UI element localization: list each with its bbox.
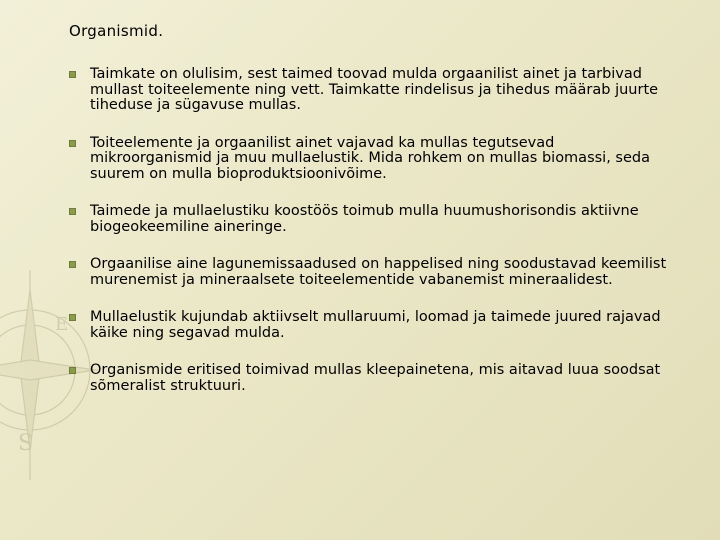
bullet-item [68, 363, 668, 394]
bullet-item [68, 310, 668, 341]
bullet-list [68, 67, 668, 416]
bullet-text: Mullaelustik kujundab aktiivselt mullaruumi, loomad ja taimede juured rajavad käike ning segavad mulda. [90, 309, 661, 341]
compass-letter-s: S [18, 431, 34, 456]
bullet-square-icon [69, 71, 76, 78]
bullet-square-icon [69, 261, 76, 268]
bullet-square-icon [69, 314, 76, 321]
bullet-square-icon [69, 367, 76, 374]
bullet-text: Orgaanilise aine lagunemissaadused on happelised ning soodustavad keemilist murenemist ja mineraalsete toiteelementide vabanemist mineraalidest. [90, 256, 667, 288]
bullet-text: Toiteelemente ja orgaanilist ainet vajavad ka mullas tegutsevad mikroorganismid ja muu mullaelustik. Mida rohkem on mullas biomassi, seda suurem on mulla bioproduktsioonivõime. [90, 134, 650, 182]
bullet-text: Organismide eritised toimivad mullas kleepainetena, mis aitavad luua soodsat sõmeralist struktuuri. [90, 362, 661, 394]
bullet-item [68, 67, 668, 114]
bullet-item [68, 257, 668, 288]
bullet-item [68, 204, 668, 235]
compass-letter-e: E [55, 314, 69, 335]
slide-title: Organismid. [69, 22, 164, 40]
bullet-item [68, 136, 668, 183]
bullet-text: Taimede ja mullaelustiku koostöös toimub mulla huumushorisondis aktiivne biogeokeemiline aineringe. [90, 203, 639, 235]
bullet-square-icon [69, 140, 76, 147]
bullet-text: Taimkate on olulisim, sest taimed toovad mulda orgaanilist ainet ja tarbivad mullast toiteelemente ning vett. Taimkatte rindelisus ja tihedus määrab juurte tiheduse ja sügavuse mullas. [90, 66, 659, 113]
bullet-square-icon [69, 208, 76, 215]
